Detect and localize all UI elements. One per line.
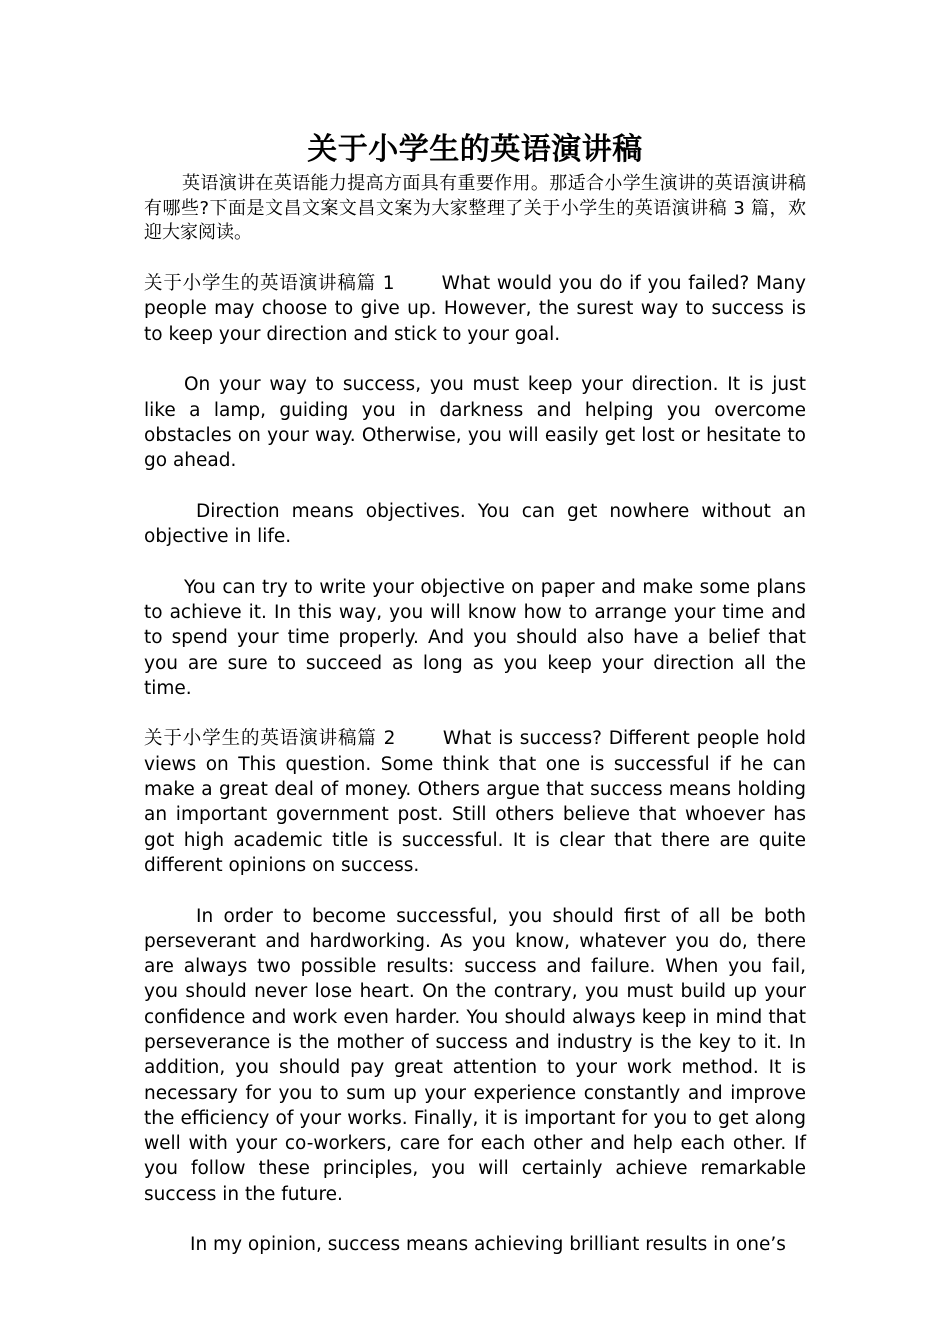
paragraph-gap <box>144 246 806 271</box>
speech1-p1-text: What would you do if you failed? Many people may choose to give up. However, the surest way to success is to keep your direction and stick to your goal. <box>144 273 806 345</box>
document-page <box>144 128 806 1258</box>
speech1-paragraph-1 <box>144 271 806 347</box>
speech2-paragraph-3: In my opinion, success means achieving brilliant results in one’s <box>190 1234 786 1256</box>
paragraph-gap <box>144 701 806 726</box>
speech1-heading: 关于小学生的英语演讲稿篇 1 <box>144 273 395 295</box>
paragraph-gap <box>144 473 806 498</box>
paragraph-gap <box>144 347 806 372</box>
document-title: 关于小学生的英语演讲稿 <box>307 132 643 167</box>
paragraph-gap <box>144 1207 806 1232</box>
speech2-paragraph-2: In order to become successful, you should first of all be both perseverant and hardworking. As you know, whatever you do, there are always two possible results: success and failure. When you fail, you should never lose heart. On the contrary, you must build up your confidence and work even harder. You should always keep in mind that perseverance is the mother of success and industry is the key to it. In addition, you should pay great attention to your work method. It is necessary for you to sum up your experience constantly and improve the efficiency of your works. Finally, it is important for you to get along well with your co-workers, care for each other and help each other. If you follow these principles, you will certainly achieve remarkable success in the future. <box>144 905 806 1205</box>
paragraph-gap <box>144 549 806 574</box>
intro-paragraph: 英语演讲在英语能力提高方面具有重要作用。那适合小学生演讲的英语演讲稿有哪些?下面是文昌文案文昌文案为大家整理了关于小学生的英语演讲稿 3 篇，欢迎大家阅读。 <box>144 173 806 244</box>
speech1-paragraph-2: On your way to success, you must keep your direction. It is just like a lamp, guiding you in darkness and helping you overcome obstacles on your way. Otherwise, you will easily get lost or hesitate to go ahead. <box>144 374 806 472</box>
speech1-paragraph-3: Direction means objectives. You can get nowhere without an objective in life. <box>144 500 806 548</box>
speech1-paragraph-4: You can try to write your objective on paper and make some plans to achieve it. In this way, you will know how to arrange your time and to spend your time properly. And you should also have a belief that you are sure to succeed as long as you keep your direction all the time. <box>144 576 806 699</box>
speech2-heading: 关于小学生的英语演讲稿篇 2 <box>144 728 396 750</box>
paragraph-gap <box>144 878 806 903</box>
speech2-paragraph-1 <box>144 726 806 878</box>
speech2-p1-text: What is success? Different people hold views on This question. Some think that one is successful if he can make a great deal of money. Others argue that success means holding an important government post. Still others believe that whoever has got high academic title is successful. It is clear that there are quite different opinions on success. <box>144 728 807 876</box>
